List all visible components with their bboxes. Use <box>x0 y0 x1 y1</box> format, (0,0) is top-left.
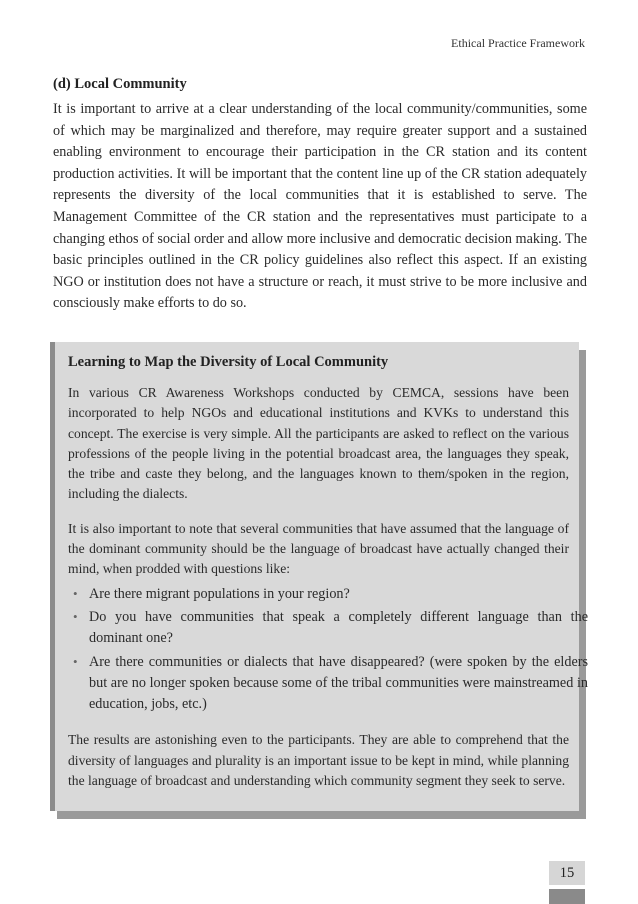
list-item-text: Are there migrant populations in your region? <box>89 585 350 602</box>
callout-title: Learning to Map the Diversity of Local Community <box>68 354 389 370</box>
section-heading: (d) Local Community <box>53 76 187 92</box>
callout-paragraph-1: In various CR Awareness Workshops conducted by CEMCA, sessions have been incorporated to help NGOs and educational institutions and KVKs to understand this concept. The exercise is very simple. All the participants are asked to reflect on the various professions of the people living in the potential broadcast area, the languages they speak, the tribe and caste they belong, and the languages known to them/spoken in the region, including the dialects. <box>68 385 569 502</box>
callout-paragraph-3: The results are astonishing even to the participants. They are able to comprehend that the diversity of languages and plurality is an important issue to be kept in mind, while planning the language of broadcast and understanding which community segment they seek to serve. <box>68 732 569 789</box>
callout-paragraph-2: It is also important to note that several communities that have assumed that the language of the dominant community should be the language of broadcast have actually changed their mind, when prodded with questions like: <box>68 520 569 577</box>
list-item-text: Are there communities or dialects that have disappeared? (were spoken by the elders but are no longer spoken because some of the tribal communities were mainstreamed in education, jobs, etc.) <box>89 654 588 712</box>
page-number-bar <box>549 889 585 904</box>
list-item <box>68 607 588 649</box>
list-item <box>68 652 588 714</box>
bullet-icon: • <box>73 654 78 670</box>
section-body: It is important to arrive at a clear understanding of the local community/communities, some of which may be marginalized and therefore, may require greater support and a sustained enabling environment to encourage their participation in the CR station and its content production activities. It will be important that the content line up of the CR station adequately represents the diversity of the local communities that it is established to serve. The Management Committee of the CR station and the representatives must participate to a changing ethos of social order and allow more inclusive and democratic decision making. The basic principles outlined in the CR policy guidelines also reflect this aspect. If an existing NGO or institution does not have a structure or reach, it must strive to be more inclusive and consciously make efforts to do so. <box>53 101 587 312</box>
page-number: 15 <box>549 861 585 885</box>
bullet-icon: • <box>73 585 78 601</box>
bullet-icon: • <box>73 609 78 625</box>
question-list <box>68 584 588 715</box>
list-item-text: Do you have communities that speak a completely different language than the dominant one? <box>89 609 588 647</box>
list-item <box>68 584 588 605</box>
callout-box <box>50 342 588 811</box>
running-head: Ethical Practice Framework <box>451 36 585 50</box>
